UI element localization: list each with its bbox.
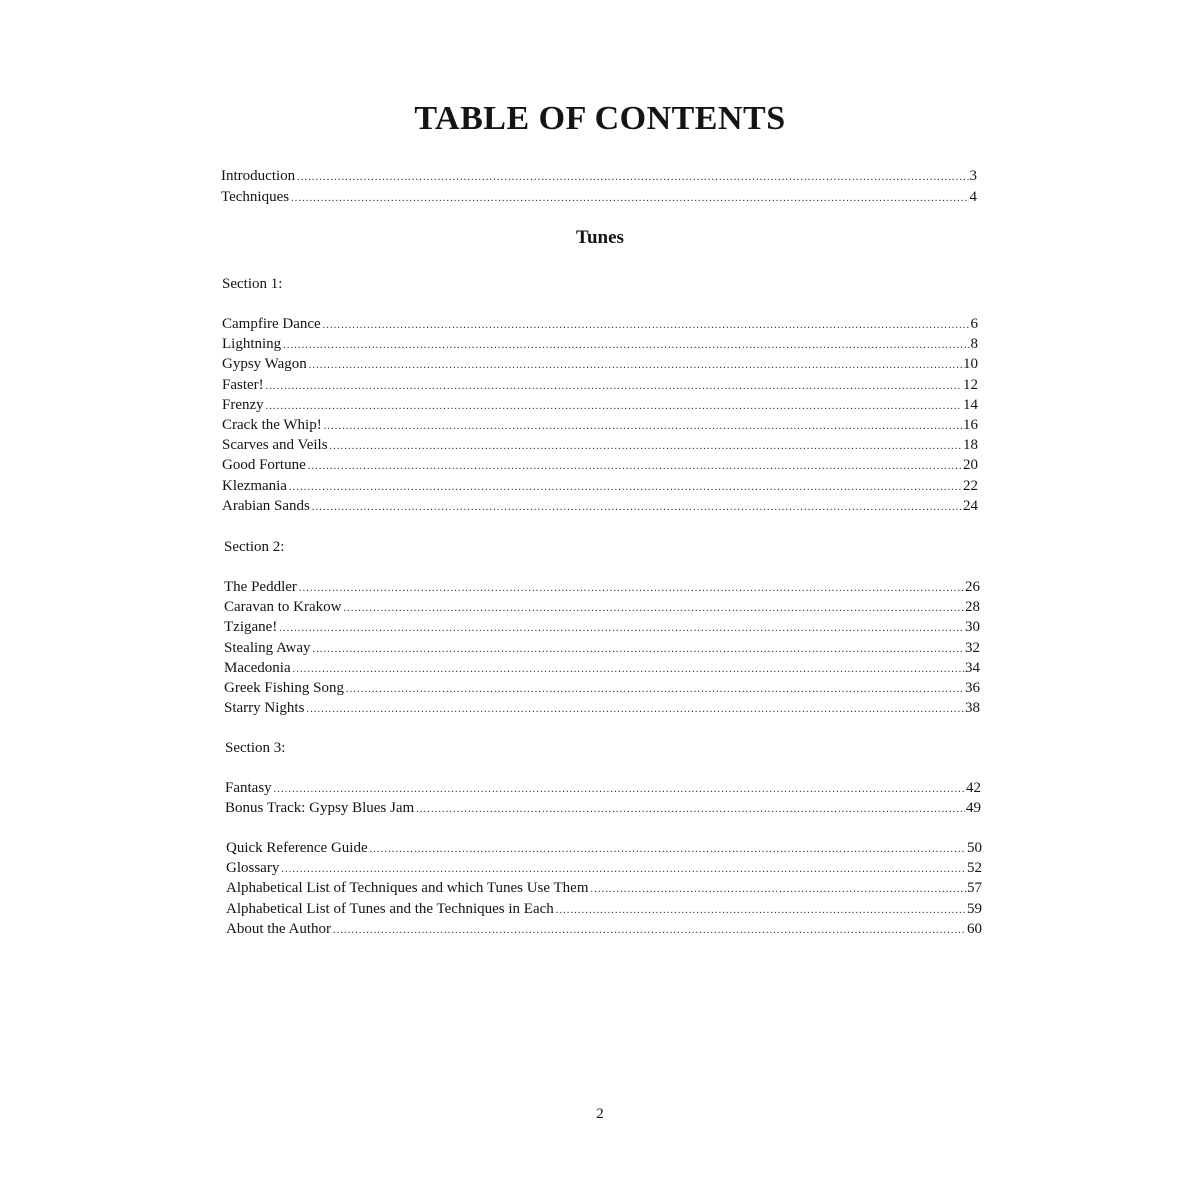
toc-entry-page: 32 bbox=[965, 640, 980, 656]
dot-leader bbox=[283, 338, 969, 354]
toc-entry-page: 10 bbox=[963, 356, 978, 372]
toc-entry-page: 42 bbox=[966, 780, 981, 796]
toc-entry bbox=[224, 698, 980, 718]
dot-leader bbox=[370, 842, 966, 858]
toc-entry-title: Faster! bbox=[222, 377, 264, 393]
dot-leader bbox=[289, 480, 962, 496]
dot-leader bbox=[324, 419, 962, 435]
dot-leader bbox=[266, 379, 962, 395]
toc-entry-page: 49 bbox=[966, 800, 981, 816]
dot-leader bbox=[297, 170, 968, 186]
toc-entry-title: Good Fortune bbox=[222, 457, 306, 473]
toc-entry-title: Glossary bbox=[226, 860, 280, 876]
toc-entry-title: Lightning bbox=[222, 336, 282, 352]
toc-entry-page: 24 bbox=[963, 498, 978, 514]
dot-leader bbox=[306, 702, 964, 718]
toc-entry bbox=[225, 798, 981, 818]
toc-entry-title: Campfire Dance bbox=[222, 316, 321, 332]
toc-entry-title: Alphabetical List of Techniques and which Tunes Use Them bbox=[226, 880, 589, 896]
toc-entry-title: Starry Nights bbox=[224, 700, 305, 716]
dot-leader bbox=[556, 903, 966, 919]
dot-leader bbox=[333, 923, 966, 939]
toc-entry bbox=[222, 395, 978, 415]
toc-entry bbox=[221, 166, 977, 186]
toc-entry bbox=[224, 658, 980, 678]
toc-entry bbox=[224, 678, 980, 698]
toc-entry-title: Bonus Track: Gypsy Blues Jam bbox=[225, 800, 415, 816]
toc-entry-page: 57 bbox=[967, 880, 982, 896]
toc-entry-page: 30 bbox=[965, 619, 980, 635]
toc-entry-page: 12 bbox=[963, 377, 978, 393]
toc-entry-title: Arabian Sands bbox=[222, 498, 310, 514]
dot-leader bbox=[313, 642, 964, 658]
dot-leader bbox=[591, 882, 966, 898]
toc-entry-title: Stealing Away bbox=[224, 640, 311, 656]
toc-entry bbox=[222, 415, 978, 435]
toc-entry-title: Frenzy bbox=[222, 397, 264, 413]
toc-entry-page: 60 bbox=[967, 921, 982, 937]
toc-entry-page: 20 bbox=[963, 457, 978, 473]
toc-entry bbox=[226, 919, 982, 939]
toc-entry bbox=[222, 496, 978, 516]
toc-entry-title: Klezmania bbox=[222, 478, 287, 494]
dot-leader bbox=[323, 318, 970, 334]
toc-entry-page: 59 bbox=[967, 901, 982, 917]
toc-entry-page: 26 bbox=[965, 579, 980, 595]
toc-entry bbox=[222, 314, 978, 334]
dot-leader bbox=[309, 358, 962, 374]
toc-entry bbox=[224, 617, 980, 637]
toc-entry bbox=[226, 878, 982, 898]
toc-entry bbox=[222, 455, 978, 475]
dot-leader bbox=[343, 601, 964, 617]
toc-entry-title: Introduction bbox=[221, 168, 296, 184]
toc-entry bbox=[226, 838, 982, 858]
toc-entry bbox=[222, 435, 978, 455]
toc-entry-page: 28 bbox=[965, 599, 980, 615]
toc-entry-title: Caravan to Krakow bbox=[224, 599, 342, 615]
toc-entry-title: Alphabetical List of Tunes and the Techniques in Each bbox=[226, 901, 554, 917]
toc-entry-title: Macedonia bbox=[224, 660, 291, 676]
page-number: 2 bbox=[596, 1106, 604, 1122]
toc-entry bbox=[222, 334, 978, 354]
dot-leader bbox=[279, 621, 964, 637]
toc-entry bbox=[224, 638, 980, 658]
toc-entry bbox=[225, 778, 981, 798]
toc-entry bbox=[222, 375, 978, 395]
toc-entry-page: 14 bbox=[963, 397, 978, 413]
toc-entry-title: Fantasy bbox=[225, 780, 272, 796]
toc-entry bbox=[224, 577, 980, 597]
toc-entry-page: 52 bbox=[967, 860, 982, 876]
dot-leader bbox=[274, 782, 965, 798]
toc-entry-title: Gypsy Wagon bbox=[222, 356, 307, 372]
page-title: TABLE OF CONTENTS bbox=[414, 100, 786, 137]
toc-entry-title: Techniques bbox=[221, 189, 290, 205]
toc-entry-page: 34 bbox=[965, 660, 980, 676]
toc-entry-title: Tzigane! bbox=[224, 619, 278, 635]
dot-leader bbox=[291, 191, 968, 207]
toc-entry-page: 36 bbox=[965, 680, 980, 696]
dot-leader bbox=[346, 682, 964, 698]
dot-leader bbox=[293, 662, 964, 678]
toc-entry-page: 16 bbox=[963, 417, 978, 433]
dot-leader bbox=[299, 581, 964, 597]
dot-leader bbox=[312, 500, 962, 516]
toc-entry bbox=[222, 476, 978, 496]
toc-entry-page: 8 bbox=[970, 336, 978, 352]
tunes-heading: Tunes bbox=[576, 227, 624, 248]
dot-leader bbox=[308, 459, 962, 475]
toc-entry-title: Scarves and Veils bbox=[222, 437, 328, 453]
dot-leader bbox=[266, 399, 962, 415]
toc-entry bbox=[226, 858, 982, 878]
dot-leader bbox=[416, 802, 965, 818]
toc-entry-page: 38 bbox=[965, 700, 980, 716]
toc-entry-title: Greek Fishing Song bbox=[224, 680, 344, 696]
toc-entry-title: The Peddler bbox=[224, 579, 297, 595]
section-label: Section 3: bbox=[225, 740, 286, 756]
section-label: Section 2: bbox=[224, 539, 285, 555]
dot-leader bbox=[281, 862, 966, 878]
toc-entry-page: 3 bbox=[969, 168, 977, 184]
toc-entry bbox=[226, 899, 982, 919]
section-label: Section 1: bbox=[222, 276, 283, 292]
toc-entry-page: 50 bbox=[967, 840, 982, 856]
toc-entry-title: About the Author bbox=[226, 921, 331, 937]
toc-entry-page: 4 bbox=[969, 189, 977, 205]
dot-leader bbox=[330, 439, 962, 455]
toc-entry bbox=[221, 187, 977, 207]
toc-entry-page: 22 bbox=[963, 478, 978, 494]
toc-entry-title: Crack the Whip! bbox=[222, 417, 322, 433]
toc-entry-title: Quick Reference Guide bbox=[226, 840, 368, 856]
toc-entry-page: 6 bbox=[970, 316, 978, 332]
toc-entry bbox=[222, 354, 978, 374]
toc-entry bbox=[224, 597, 980, 617]
toc-entry-page: 18 bbox=[963, 437, 978, 453]
